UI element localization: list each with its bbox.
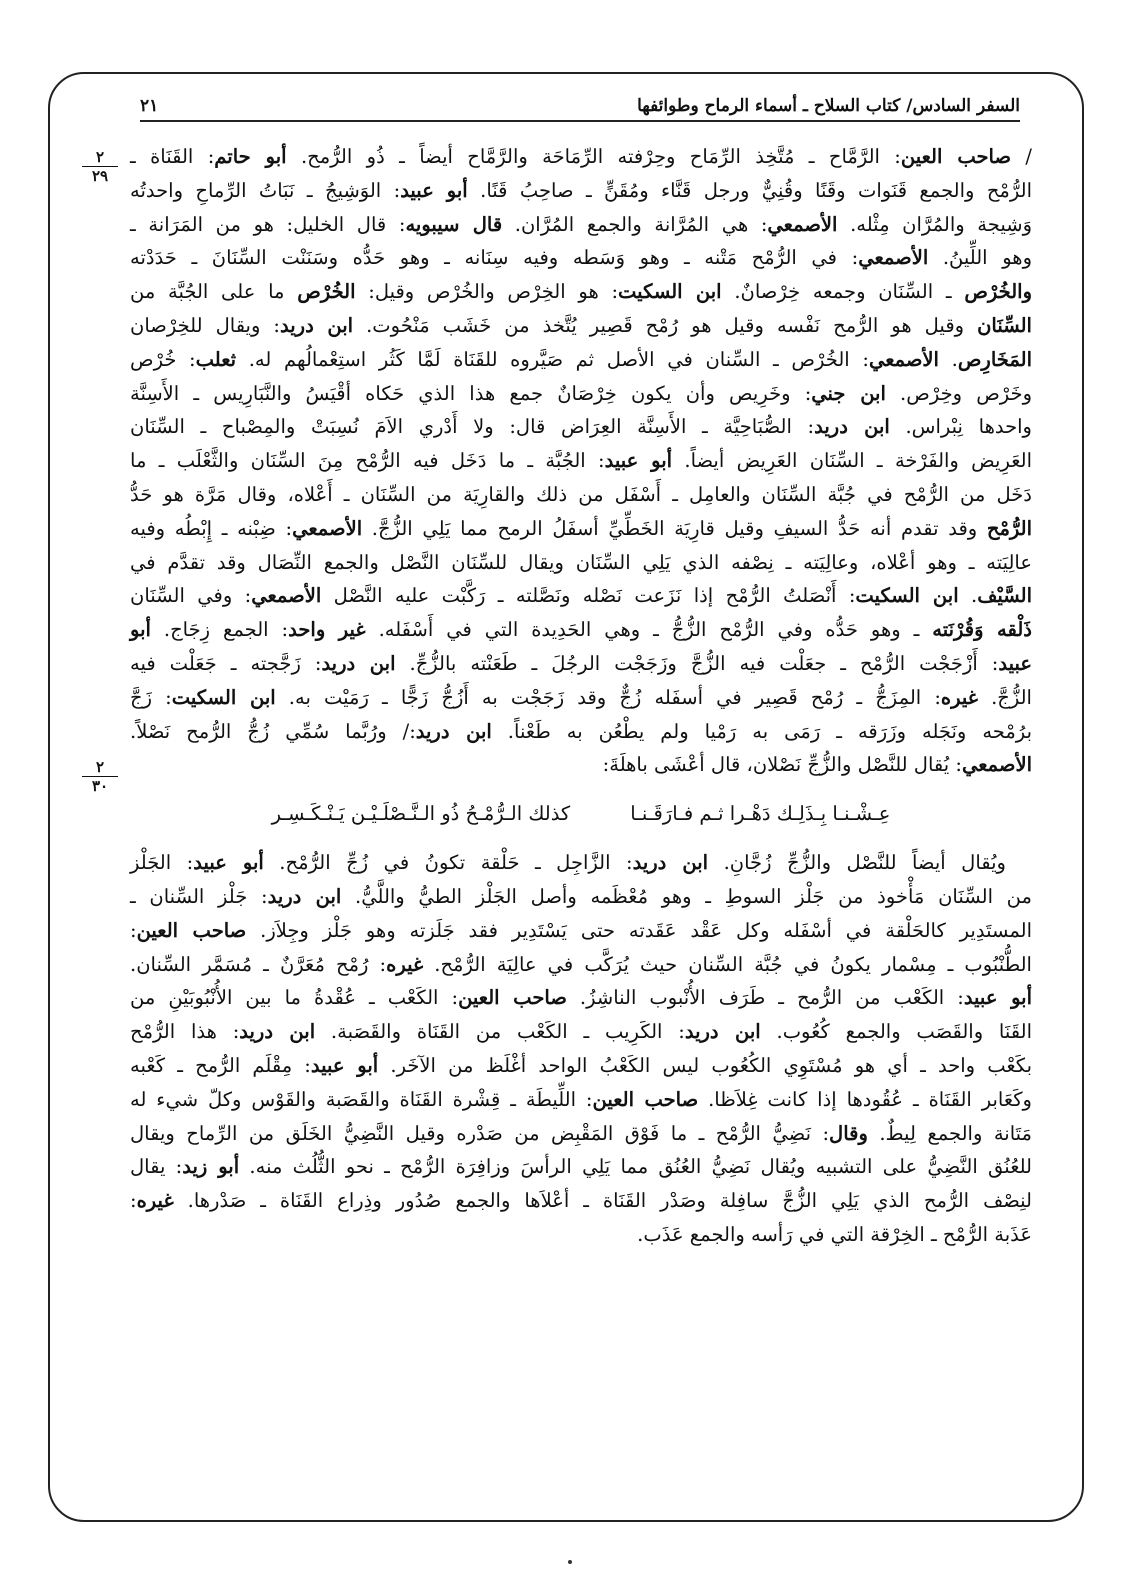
poetry-verse [130, 796, 1032, 832]
text-line: الرُّمْح وقد تقدم أنه حَدُّ السيفِ وقيل قارِيَة الخَطِّيِّ أسفَلُ الرمح مما يَلِي الزُّجَّ. الأصمعي: ضِبْنه ـ إِبْطُه وفيه [130, 516, 1033, 540]
text-line: عالِيَته ـ وهو أعْلاه، وعالِيَته ـ نِصْفه الذي يَلِي السِّنَان ويقال للسِّنَان النَّصْل والجمع النِّصَال وقد تقدَّم في [130, 550, 1032, 574]
margin-marker [82, 758, 118, 795]
text-line: عَذَبة الرُّمْح ـ الخِرْقة التي في رَأسه والجمع عَذَب. [637, 1222, 1032, 1246]
text-line: بكَعْب واحد ـ أي هو مُسْتَوِي الكُعُوب ليس الكَعْبُ الواحد أغْلَظ من الآخَر. أبو عبيد: مِقْلَم الرُّمح ـ كَعْبه [130, 1053, 1032, 1077]
header-rule [140, 120, 1020, 122]
text-line: المستَدِير كالحَلْقة في أسْفَله وكل عَقْد عَقَدته حتى يَسْتَدِير فقد جَلَزته وهو جَلْز وجِلاَز. صاحب العين: [130, 918, 1032, 942]
running-title: السفر السادس/ كتاب السلاح ـ أسماء الرماح وطوائفها [637, 96, 1020, 116]
marker-denominator: ٢٩ [91, 167, 109, 185]
scan-speck [568, 1560, 572, 1564]
text-line: والخُرْص ـ السِّنَان وجمعه خِرْصانٌ. ابن السكيت: هو الخِرْص والخُرْص وقيل: الخُرْص ما على الجُبَّة من [130, 280, 1033, 304]
text-line: / صاحب العين: الرَّمَّاح ـ مُتَّخِذ الرِّمَاح وحِرْفته الرِّمَاحَة والرَّمَّاح أيضاً ـ ذُو الرُّمح. أبو حاتم: القَنَاة ـ [130, 145, 1032, 168]
text-line: واحدها نِبْراس. ابن دريد: الصُّبَاحِيَّة ـ الأَسِنَّة العِرَاض قال: ولا أَدْري الاَمَ نُسِبَتْ والمِصْباح ـ السِّنَان [130, 415, 1032, 439]
text-line: الزُّجَّ. غيره: المِزَجُّ ـ رُمْح قَصِير في أسفَله زُجٌّ وقد زَجَجْت به أَزُجُّ زَجًّا ـ رَمَيْت به. ابن السكيت: زَجَّ [130, 685, 1032, 709]
text-line: وخَرْص وخِرْص. ابن جني: وخَرِيص وأن يكون خِرْصَانٌ جمع هذا الذي حَكاه أقْيَسُ والنَّبَارِيس ـ الأَسِنَّة [130, 381, 1032, 405]
verse-hemistich-2: كذلك الـرُّمْـحُ ذُو الـنَّـصْلَـيْـن يَـنْـكَـسِـر [271, 802, 571, 826]
text-line: العَرِيض والفَرْخة ـ السِّنَان العَرِيض أيضاً. أبو عبيد: الجُبَّة ـ ما دَخَل فيه الرُّمْح مِنَ السِّنَان والثَّعْلَب ـ ما [130, 449, 1032, 473]
marker-numerator: ٢ [82, 148, 118, 167]
text-line: عبيد: أَزْجَجْت الرُّمْح ـ جعَلْت فيه الزُّجَّ وزَجَجْت الرجُلَ ـ طَعَنْته بالزُّجِّ. ابن دريد: زَجَّجته ـ جَعَلْت فيه [130, 651, 1032, 675]
marker-numerator: ٢ [82, 758, 118, 777]
text-line: الرُّمْح والجمع قَنَوات وقَنًا وقُنِيٌّ ورجل قَنَّاء ومُقَنٍّ ـ صاحِبُ قَنًا. أبو عبيد: الوَشِيجُ ـ نَبَاتُ الرِّماحِ واحدتُه [130, 178, 1032, 202]
margin-marker [82, 148, 118, 185]
main-text [130, 140, 1032, 1252]
page-number: ٢١ [140, 96, 159, 116]
paragraph-1 [130, 140, 1032, 782]
running-head [140, 84, 1020, 116]
text-line: ذَلْقه وَقُرْنَته ـ وهو حَدُّه وفي الرُّمْح الزُّجُّ ـ وهي الحَدِيدة التي في أَسْفَله. غير واحد: الجمع زِجَاج. أبو [130, 618, 1032, 642]
text-line: من السِّنَان مَأْخوذ من جَلْز السوطِ ـ وهو مُعْظَمه وأصل الجَلْز الطيُّ واللَّيُّ. ابن دريد: جَلْز السِّنان ـ [130, 884, 1032, 908]
text-line: دَخَل من الرُّمْح في جُبَّة السِّنَان والعامِل ـ أَسْفَل من ذلك والقارِيَة من السِّنَان ـ أَعْلاه، وقال مَرَّة هو حَدُّ [130, 482, 1032, 506]
text-line: أبو عبيد: الكَعْب من الرُّمح ـ طَرَف الأُنْبوب الناشِزُ. صاحب العين: الكَعْب ـ عُقْدةُ ما بين الأُنْبُوبَيْنِ من [130, 986, 1032, 1010]
text-line: الطُّنْبُوب ـ مِسْمار يكونُ في جُبَّة السِّنان حيث يُرَكَّب في عالِيَة الرُّمْح. غيره: رُمْح مُعَرَّنٌ ـ مُسَمَّر السِّنان. [130, 952, 1032, 976]
text-line: وكَعَابر القَنَاة ـ عُقُودها إذا كانت غِلاَظا. صاحب العين: اللِّيطَة ـ قِشْرة القَنَاة والقَصَبة والقَوْس وكلّ شيء له [130, 1087, 1032, 1111]
text-line: السِّنَان وقيل هو الرُّمح نَفْسه وقيل هو رُمْح قَصِير يُتَّخذ من خَشَب مَنْحُوت. ابن دريد: ويقال للخِرْصان [130, 313, 1032, 337]
marker-denominator: ٣٠ [91, 777, 109, 795]
text-line: وَشِيجة والمُرَّان مِثْله. الأصمعي: هي المُرَّانة والجمع المُرَّان. قال سيبويه: قال الخليل: هو من المَرَانة ـ [130, 212, 1032, 236]
text-line: لنِصْف الرُّمح الذي يَلِي الزُّجَّ سافِلة وصَدْر القَنَاة ـ أعْلاَها والجمع صُدُور وذِراع القَنَاة ـ صَدْرها. غيره: [130, 1189, 1032, 1213]
verse-hemistich-1: عِـشْـنـا بِـذَلِـك دَهْـرا ثـم فـارَقَـنـا [630, 802, 891, 826]
text-line: السَّيْف. ابن السكيت: أَنْصَلتُ الرُّمْح إذا نَزَعت نَصْله ونَصَّلته ـ رَكَّبْت عليه النَّصْل الأصمعي: وفي السِّنَان [130, 584, 1033, 608]
paragraph-2 [130, 846, 1032, 1252]
text-line: مَتَانة والجمع لِيطٌ. وقال: نَضِيُّ الرُّمْح ـ ما فَوْق المَقْبِض من صَدْره وقيل النَّضِيُّ الخَلَق من الرِّماح ويقال [130, 1121, 1032, 1145]
text-line: الأصمعي: يُقال للنَّصْل والزُّجِّ نَصْلان، قال أعْشَى باهلَةَ: [602, 753, 1032, 777]
text-line: وهو اللِّينُ. الأصمعي: في الرُّمْح مَتْنه ـ وهو وَسَطه وفيه سِنَانه ـ وهو حَدُّه وسَنَنْت السِّنَانَ ـ حَدَدْته [130, 246, 1032, 270]
text-line: ويُقال أيضاً للنَّصْل والزُّجِّ زُجَّانِ. ابن دريد: الزَّاجِل ـ حَلْقة تكونُ في زُجِّ الرُّمْح. أبو عبيد: الجَلْز [130, 851, 1006, 875]
text-line: المَخَارِص. الأصمعي: الخُرْص ـ السِّنان في الأصل ثم صَيَّروه للقَنَاة لَمَّا كَثُر استِعْمالُهم له. ثعلب: خُرْص [130, 347, 1032, 371]
text-line: برُمْحه ونَجَله وزَرَقه ـ رَمَى به رَمْيا ولم يطْعُن به طَعْناً. ابن دريد:/ ورُبَّما سُمِّي زُجُّ الرُّمح نَصْلاً. [130, 719, 1032, 743]
text-line: القَنَا والقَصَب والجمع كُعُوب. ابن دريد: الكَرِيب ـ الكَعْب من القَنَاة والقَصَبة. ابن دريد: هذا الرُّمْح [130, 1020, 1032, 1044]
text-line: للعُنُق النَّضِيُّ على التشبيه ويُقال نَضِيُّ العُنُق مما يَلِي الرأسَ وزافِرَة الرُّمْح ـ نحو الثُّلُث منه. أبو زيد: يقال [130, 1155, 1033, 1179]
